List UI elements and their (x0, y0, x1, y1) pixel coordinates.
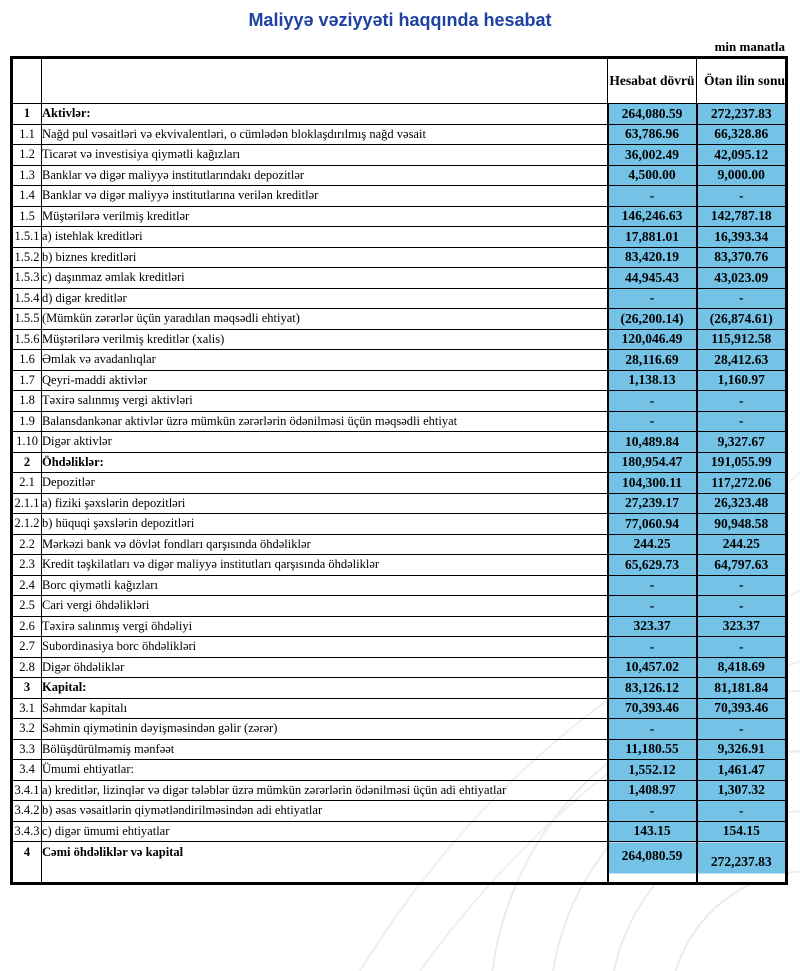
row-label: Subordinasiya borc öhdəlikləri (42, 637, 608, 658)
table-row (12, 637, 787, 658)
row-previous-value: 8,418.69 (697, 657, 787, 678)
row-current-value: 104,300.11 (608, 473, 697, 494)
row-current-value: - (608, 411, 697, 432)
row-number: 1 (12, 104, 42, 125)
row-number: 1.3 (12, 165, 42, 186)
table-row (12, 801, 787, 822)
row-current-value: - (608, 719, 697, 740)
table-row (12, 227, 787, 248)
row-label: Cari vergi öhdəlikləri (42, 596, 608, 617)
table-row (12, 104, 787, 125)
row-number: 1.6 (12, 350, 42, 371)
row-previous-value: - (697, 186, 787, 207)
table-row (12, 678, 787, 699)
header-current-period: Hesabat dövrü (608, 58, 697, 104)
row-label: b) hüquqi şəxslərin depozitləri (42, 514, 608, 535)
row-previous-value: 154.15 (697, 821, 787, 842)
table-row (12, 145, 787, 166)
table-row (12, 493, 787, 514)
table-row (12, 719, 787, 740)
row-number: 2.7 (12, 637, 42, 658)
row-previous-value: 9,326.91 (697, 739, 787, 760)
row-label: Öhdəliklər: (42, 452, 608, 473)
row-current-value: (26,200.14) (608, 309, 697, 330)
row-previous-value: - (697, 411, 787, 432)
row-previous-value: - (697, 288, 787, 309)
row-number: 3.3 (12, 739, 42, 760)
row-current-value: 143.15 (608, 821, 697, 842)
row-previous-value: - (697, 596, 787, 617)
row-previous-value: 1,160.97 (697, 370, 787, 391)
row-current-value: - (608, 288, 697, 309)
row-current-value: - (608, 575, 697, 596)
row-label: Nağd pul vəsaitləri və ekvivalentləri, o cümlədən bloklaşdırılmış nağd vəsait (42, 124, 608, 145)
table-row (12, 350, 787, 371)
row-label: (Mümkün zərərlər üçün yaradılan məqsədli ehtiyat) (42, 309, 608, 330)
unit-note: min manatla (714, 39, 785, 54)
row-current-value: 1,552.12 (608, 760, 697, 781)
row-previous-value: 9,327.67 (697, 432, 787, 453)
table-row (12, 575, 787, 596)
row-number: 2.5 (12, 596, 42, 617)
row-previous-value: - (697, 719, 787, 740)
table-row (12, 452, 787, 473)
row-label: Banklar və digər maliyyə institutlarındakı depozitlər (42, 165, 608, 186)
row-previous-value: 16,393.34 (697, 227, 787, 248)
financial-position-table (10, 56, 788, 885)
row-number: 3 (12, 678, 42, 699)
table-row (12, 186, 787, 207)
row-label: Səhmin qiymətinin dəyişməsindən gəlir (zərər) (42, 719, 608, 740)
row-number: 2.1.1 (12, 493, 42, 514)
row-current-value: - (608, 801, 697, 822)
row-current-value: 77,060.94 (608, 514, 697, 535)
row-label: Bölüşdürülməmiş mənfəət (42, 739, 608, 760)
row-label: Təxirə salınmış vergi öhdəliyi (42, 616, 608, 637)
table-row (12, 555, 787, 576)
row-label: Ümumi ehtiyatlar: (42, 760, 608, 781)
row-current-value: - (608, 637, 697, 658)
row-previous-value: 142,787.18 (697, 206, 787, 227)
row-previous-value: 191,055.99 (697, 452, 787, 473)
row-previous-value: - (697, 637, 787, 658)
header-row (12, 58, 787, 104)
table-body (12, 104, 787, 884)
table-row (12, 411, 787, 432)
row-current-value: 120,046.49 (608, 329, 697, 350)
table-row (12, 288, 787, 309)
row-previous-value: 26,323.48 (697, 493, 787, 514)
row-number: 1.5.2 (12, 247, 42, 268)
row-label: Səhmdar kapitalı (42, 698, 608, 719)
table-row (12, 124, 787, 145)
row-label: a) kreditlər, lizinqlər və digər tələblər üzrə mümkün zərərlərin ödənilməsi üçün adi ehtiyatlar (42, 780, 608, 801)
row-label: Digər aktivlər (42, 432, 608, 453)
row-current-value: 264,080.59 (608, 104, 697, 125)
table-row (12, 391, 787, 412)
row-current-value: 323.37 (608, 616, 697, 637)
row-label: Mərkəzi bank və dövlət fondları qarşısında öhdəliklər (42, 534, 608, 555)
row-current-value: 146,246.63 (608, 206, 697, 227)
row-current-value: 36,002.49 (608, 145, 697, 166)
row-number: 1.5 (12, 206, 42, 227)
row-number: 4 (12, 842, 42, 884)
row-current-value: 44,945.43 (608, 268, 697, 289)
row-label: a) istehlak kreditləri (42, 227, 608, 248)
row-number: 3.4.3 (12, 821, 42, 842)
row-label: Müştərilərə verilmiş kreditlər (xalis) (42, 329, 608, 350)
row-label: c) digər ümumi ehtiyatlar (42, 821, 608, 842)
row-number: 1.9 (12, 411, 42, 432)
row-label: b) əsas vəsaitlərin qiymətləndirilməsindən adi ehtiyatlar (42, 801, 608, 822)
row-number: 1.4 (12, 186, 42, 207)
row-current-value: 180,954.47 (608, 452, 697, 473)
row-number: 1.2 (12, 145, 42, 166)
row-current-value: 11,180.55 (608, 739, 697, 760)
row-label: Əmlak və avadanlıqlar (42, 350, 608, 371)
row-label: Müştərilərə verilmiş kreditlər (42, 206, 608, 227)
table-row (12, 370, 787, 391)
row-previous-value: 272,237.83 (697, 104, 787, 125)
row-current-value: 17,881.01 (608, 227, 697, 248)
table-row (12, 473, 787, 494)
row-current-value: 10,457.02 (608, 657, 697, 678)
table-row (12, 247, 787, 268)
row-current-value: - (608, 186, 697, 207)
row-current-value: 70,393.46 (608, 698, 697, 719)
row-label: Digər öhdəliklər (42, 657, 608, 678)
row-current-value: 1,138.13 (608, 370, 697, 391)
table-row (12, 780, 787, 801)
row-current-value: 65,629.73 (608, 555, 697, 576)
row-current-value: 4,500.00 (608, 165, 697, 186)
row-label: Ticarət və investisiya qiymətli kağızları (42, 145, 608, 166)
row-label: Kredit təşkilatları və digər maliyyə institutları qarşısında öhdəliklər (42, 555, 608, 576)
table-row (12, 165, 787, 186)
row-previous-value: - (697, 391, 787, 412)
row-number: 2.3 (12, 555, 42, 576)
row-number: 1.5.5 (12, 309, 42, 330)
row-previous-value: 43,023.09 (697, 268, 787, 289)
row-number: 2.2 (12, 534, 42, 555)
row-previous-value: 70,393.46 (697, 698, 787, 719)
row-number: 3.4.1 (12, 780, 42, 801)
row-number: 1.7 (12, 370, 42, 391)
header-empty-number (12, 58, 42, 104)
header-previous-year-end: Ötən ilin sonu (697, 58, 787, 104)
row-number: 1.10 (12, 432, 42, 453)
row-number: 1.5.6 (12, 329, 42, 350)
row-number: 1.5.1 (12, 227, 42, 248)
row-label: Qeyri-maddi aktivlər (42, 370, 608, 391)
row-current-value: 1,408.97 (608, 780, 697, 801)
row-previous-value: 28,412.63 (697, 350, 787, 371)
table-row (12, 657, 787, 678)
row-label: d) digər kreditlər (42, 288, 608, 309)
row-previous-value: 323.37 (697, 616, 787, 637)
table-row (12, 206, 787, 227)
row-label: Cəmi öhdəliklər və kapital (42, 842, 608, 884)
row-number: 1.8 (12, 391, 42, 412)
table-row (12, 596, 787, 617)
row-previous-value: 90,948.58 (697, 514, 787, 535)
row-previous-value: - (697, 575, 787, 596)
row-previous-value: 1,461.47 (697, 760, 787, 781)
row-current-value: - (608, 596, 697, 617)
row-number: 1.5.3 (12, 268, 42, 289)
table-row (12, 309, 787, 330)
row-current-value: 27,239.17 (608, 493, 697, 514)
header-empty-label (42, 58, 608, 104)
row-previous-value: 272,237.83 (697, 842, 787, 884)
row-current-value: - (608, 391, 697, 412)
row-previous-value: 1,307.32 (697, 780, 787, 801)
row-label: Banklar və digər maliyyə institutlarına verilən kreditlər (42, 186, 608, 207)
row-previous-value: 42,095.12 (697, 145, 787, 166)
row-number: 3.4 (12, 760, 42, 781)
row-label: Aktivlər: (42, 104, 608, 125)
row-previous-value: 64,797.63 (697, 555, 787, 576)
row-previous-value: - (697, 801, 787, 822)
table-row (12, 760, 787, 781)
row-previous-value: 66,328.86 (697, 124, 787, 145)
row-number: 2.1.2 (12, 514, 42, 535)
row-number: 1.5.4 (12, 288, 42, 309)
row-current-value: 83,420.19 (608, 247, 697, 268)
row-number: 2.4 (12, 575, 42, 596)
row-label: Balansdankənar aktivlər üzrə mümkün zərərlərin ödənilməsi üçün məqsədli ehtiyat (42, 411, 608, 432)
row-number: 2 (12, 452, 42, 473)
row-current-value: 244.25 (608, 534, 697, 555)
row-current-value: 28,116.69 (608, 350, 697, 371)
row-previous-value: 117,272.06 (697, 473, 787, 494)
table-row (12, 616, 787, 637)
row-number: 3.2 (12, 719, 42, 740)
table-row (12, 514, 787, 535)
row-previous-value: (26,874.61) (697, 309, 787, 330)
row-number: 3.1 (12, 698, 42, 719)
row-label: c) daşınmaz əmlak kreditləri (42, 268, 608, 289)
row-current-value: 63,786.96 (608, 124, 697, 145)
row-current-value: 10,489.84 (608, 432, 697, 453)
table-row (12, 432, 787, 453)
table-row (12, 698, 787, 719)
row-current-value: 83,126.12 (608, 678, 697, 699)
row-previous-value: 244.25 (697, 534, 787, 555)
row-previous-value: 81,181.84 (697, 678, 787, 699)
table-row (12, 268, 787, 289)
table-row (12, 821, 787, 842)
row-number: 2.6 (12, 616, 42, 637)
row-label: Kapital: (42, 678, 608, 699)
row-label: a) fiziki şəxslərin depozitləri (42, 493, 608, 514)
table-row (12, 329, 787, 350)
page-title: Maliyyə vəziyyəti haqqında hesabat (248, 10, 552, 30)
row-label: Depozitlər (42, 473, 608, 494)
row-previous-value: 115,912.58 (697, 329, 787, 350)
row-number: 2.1 (12, 473, 42, 494)
row-label: b) biznes kreditləri (42, 247, 608, 268)
row-number: 3.4.2 (12, 801, 42, 822)
row-previous-value: 9,000.00 (697, 165, 787, 186)
row-label: Borc qiymətli kağızları (42, 575, 608, 596)
table-row (12, 842, 787, 884)
table-header (12, 58, 787, 104)
row-previous-value: 83,370.76 (697, 247, 787, 268)
row-number: 2.8 (12, 657, 42, 678)
table-row (12, 739, 787, 760)
row-number: 1.1 (12, 124, 42, 145)
row-label: Təxirə salınmış vergi aktivləri (42, 391, 608, 412)
row-current-value: 264,080.59 (608, 842, 697, 884)
table-row (12, 534, 787, 555)
